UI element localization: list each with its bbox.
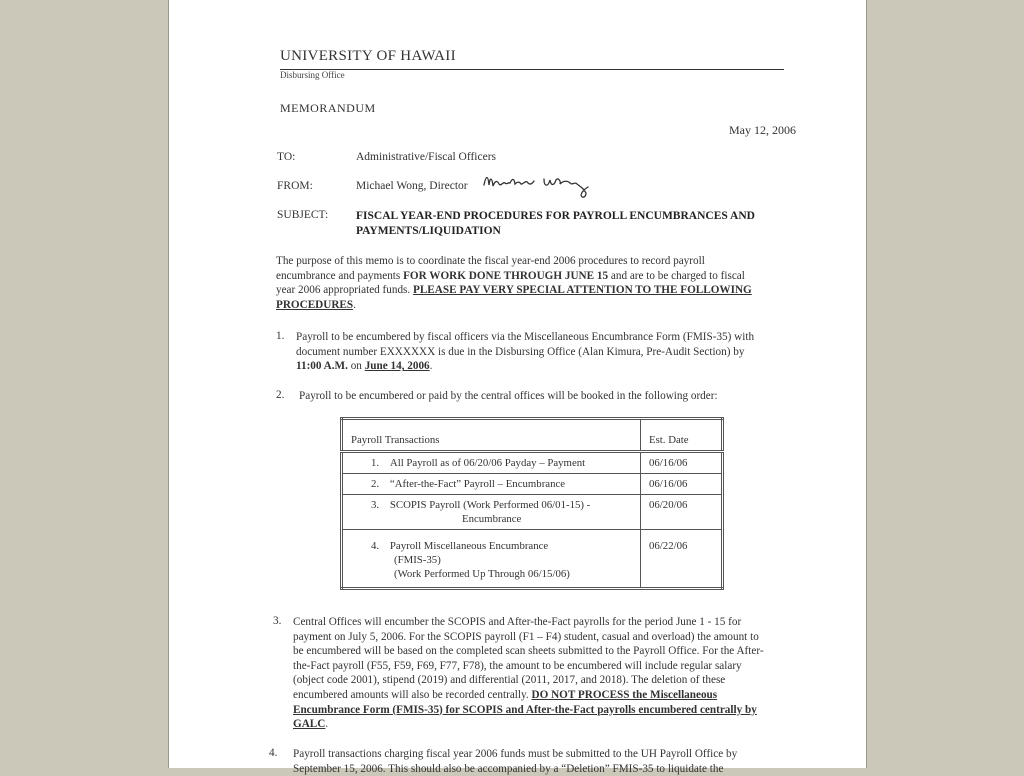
item1-text bbox=[296, 330, 761, 374]
from-label: FROM: bbox=[277, 180, 313, 192]
row-transaction: Payroll Miscellaneous Encumbrance bbox=[389, 540, 549, 552]
item3-body: Central Offices will encumber the SCOPIS and After-the-Fact payrolls for the period June 1 - 15 for payment on July 5, 2006. For the SCOPIS payroll (F1 – F4) student, casual and overload) the amount to be encumbered will be based on the completed scan sheets submitted to the Payroll Office. For the After-the-Fact payroll (F55, F59, F69, F77, F78), the amount to be encumbered will include regular salary (object code 2001), stipend (2019) and differential (2011, 2017, and 2018). The deletion of these encumbered amounts will also be recorded centrally. bbox=[293, 616, 764, 701]
subject-line-2: PAYMENTS/LIQUIDATION bbox=[356, 225, 501, 237]
intro-text-1: The purpose of this memo is to coordinate the fiscal year-end 2006 procedures to record payroll encumbrance and payments bbox=[276, 255, 705, 282]
table-row bbox=[342, 474, 723, 495]
item1-body: Payroll to be encumbered by fiscal officers via the Miscellaneous Encumbrance Form (FMIS-35) with document number EXXXXXX is due in the Disbursing Office (Alan Kimura, Pre-Audit Section) by bbox=[296, 331, 755, 358]
item1-deadline: June 14, 2006 bbox=[364, 360, 430, 373]
row-transaction-cont: (FMIS-35) bbox=[394, 554, 441, 566]
item3-number: 3. bbox=[273, 615, 282, 627]
intro-bold: FOR WORK DONE THROUGH JUNE 15 bbox=[403, 269, 609, 282]
row-transaction: All Payroll as of 06/20/06 Payday – Payment bbox=[389, 457, 586, 469]
row-date: 06/20/06 bbox=[641, 495, 723, 530]
to-label: TO: bbox=[277, 151, 296, 163]
row-number: 2. bbox=[371, 478, 380, 490]
intro-emphasis: PLEASE PAY VERY SPECIAL ATTENTION TO THE FOLLOWING PROCEDURES bbox=[276, 284, 752, 311]
letterhead-institution: UNIVERSITY OF HAWAII bbox=[280, 48, 456, 64]
table-header-row bbox=[342, 419, 723, 452]
intro-end: . bbox=[353, 298, 356, 311]
table-row bbox=[342, 452, 723, 474]
item2-number: 2. bbox=[276, 389, 285, 401]
row-date: 06/16/06 bbox=[641, 452, 723, 474]
subject-label: SUBJECT: bbox=[277, 209, 329, 221]
to-value: Administrative/Fiscal Officers bbox=[356, 151, 496, 163]
director-signature bbox=[482, 171, 594, 203]
table-row bbox=[342, 530, 723, 589]
memo-page bbox=[168, 0, 867, 775]
row-transaction: “After-the-Fact” Payroll – Encumbrance bbox=[389, 478, 566, 490]
memo-date: May 12, 2006 bbox=[729, 123, 796, 137]
letterhead-office: Disbursing Office bbox=[280, 70, 345, 80]
col-header-date: Est. Date bbox=[641, 419, 723, 452]
intro-paragraph bbox=[276, 254, 766, 312]
row-transaction: SCOPIS Payroll (Work Performed 06/01-15) - bbox=[389, 499, 591, 511]
row-date: 06/16/06 bbox=[641, 474, 723, 495]
col-header-transactions: Payroll Transactions bbox=[342, 419, 641, 452]
item1-time: 11:00 A.M. bbox=[296, 360, 348, 373]
row-date: 06/22/06 bbox=[641, 530, 723, 589]
subject-text bbox=[356, 209, 761, 239]
item3-end: . bbox=[325, 718, 329, 731]
payroll-transactions-table bbox=[340, 417, 724, 590]
table-row bbox=[342, 495, 723, 530]
item4-text: Payroll transactions charging fiscal year 2006 funds must be submitted to the UH Payroll Office by September 15, 2006. This should also be accompanied by a “Deletion” FMIS-35 to liquidate the bbox=[293, 748, 738, 775]
item2-text: Payroll to be encumbered or paid by the central offices will be booked in the following order: bbox=[299, 390, 718, 402]
item3-emphasis: DO NOT PROCESS the Miscellaneous Encumbrance Form (FMIS-35) for SCOPIS and After-the-Fact payrolls encumbered centrally by GALC bbox=[293, 688, 757, 731]
subject-line-1: FISCAL YEAR-END PROCEDURES FOR PAYROLL ENCUMBRANCES AND bbox=[356, 210, 755, 222]
item3-text bbox=[293, 615, 765, 732]
item1-end: . bbox=[429, 360, 433, 373]
from-value: Michael Wong, Director bbox=[356, 180, 468, 192]
row-number: 4. bbox=[371, 540, 380, 552]
row-number: 3. bbox=[371, 499, 380, 511]
item1-number: 1. bbox=[276, 330, 285, 342]
letterhead-rule bbox=[280, 69, 784, 70]
intro-text-2: and are to be charged to fiscal year 2006 appropriated funds. bbox=[276, 269, 745, 297]
item1-on: on bbox=[347, 360, 365, 373]
item4-number: 4. bbox=[269, 747, 278, 759]
row-number: 1. bbox=[371, 457, 380, 469]
row-transaction-cont: Encumbrance bbox=[462, 513, 522, 525]
memo-title: MEMORANDUM bbox=[280, 101, 376, 115]
row-transaction-cont: (Work Performed Up Through 06/15/06) bbox=[394, 568, 570, 580]
